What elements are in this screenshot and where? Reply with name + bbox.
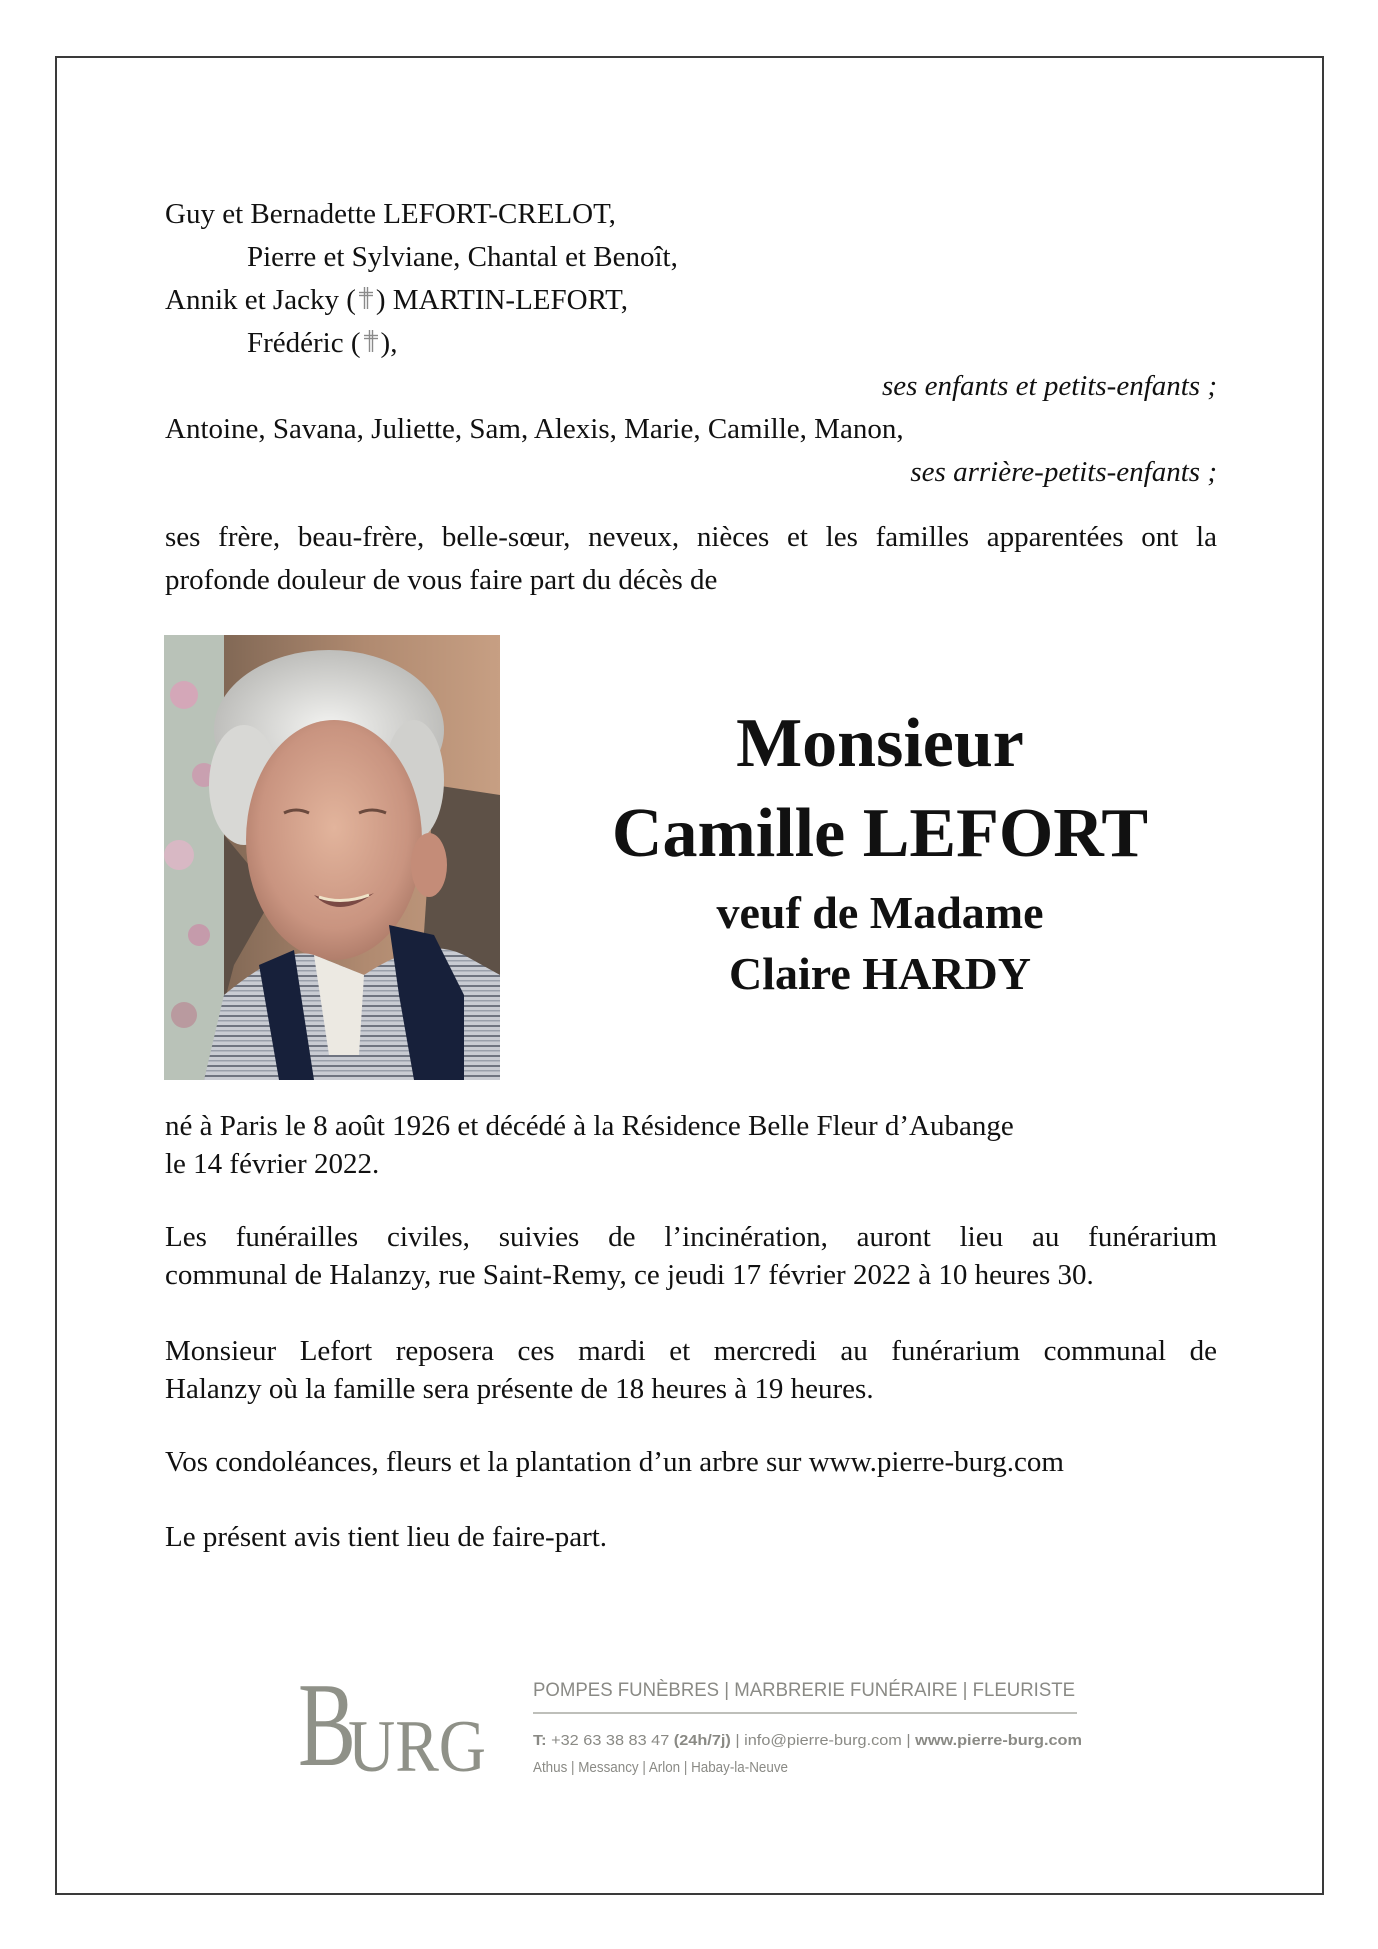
phone-label: T: (533, 1733, 546, 1749)
widow-of-label: veuf de Madame (716, 887, 1044, 938)
website-link[interactable]: www.pierre-burg.com (915, 1733, 1064, 1749)
deceased-title: Monsieur (736, 705, 1024, 782)
phone-hours: (24h/7j) (673, 1733, 725, 1749)
family-line: Guy et Bernadette LEFORT-CRELOT, (165, 198, 616, 230)
deceased-name: Camille LEFORT (611, 795, 1149, 872)
locations-line: Athus | Messancy | Arlon | Habay-la-Neuve (533, 1760, 788, 1776)
funeral-home-footer (290, 1665, 1090, 1795)
separator: | (730, 1733, 743, 1749)
services-line: POMPES FUNÈBRES | MARBRERIE FUNÉRAIRE | FLEURISTE (533, 1680, 1075, 1701)
spouse-name: Claire HARDY (729, 948, 1031, 999)
deceased-photo (164, 635, 500, 1080)
cross-icon (362, 329, 380, 353)
family-caption-children: ses enfants et petits-enfants ; (881, 370, 1217, 402)
grandchildren-list: Antoine, Savana, Juliette, Sam, Alexis, Marie, Camille, Manon, (165, 413, 904, 445)
birth-death-paragraph: né à Paris le 8 août 1926 et décédé à la Résidence Belle Fleur d’Aubange le 14 février 2022. (165, 1110, 1014, 1180)
announcement-paragraph: ses frère, beau-frère, belle-sœur, neveux, nièces et les familles apparentées ont la profonde douleur de vous faire part du décès de (165, 521, 1217, 596)
burg-logo (298, 1665, 486, 1791)
family-line: Annik et Jacky ( ) MARTIN-LEFORT, (165, 284, 628, 316)
contact-line (533, 1733, 1082, 1749)
logo-letters-urg: URG (348, 1706, 486, 1788)
logo-letter-b: B (298, 1665, 356, 1791)
condolences-paragraph: Vos condoléances, fleurs et la plantation d’un arbre sur www.pierre-burg.com (165, 1446, 1064, 1478)
family-list (165, 193, 1217, 494)
phone-number[interactable]: +32 63 38 83 47 (546, 1733, 660, 1749)
family-caption-great-grandchildren: ses arrière-petits-enfants ; (910, 456, 1217, 488)
separator: | (901, 1733, 914, 1749)
family-line: Frédéric ( ), (247, 327, 398, 359)
portrait-image (164, 635, 500, 1080)
funeral-paragraph: Les funérailles civiles, suivies de l’incinération, auront lieu au funérarium communal de Halanzy, rue Saint-Remy, ce jeudi 17 février 2022 à 10 heures 30. (165, 1221, 1217, 1291)
email-link[interactable]: info@pierre-burg.com (744, 1733, 885, 1749)
visitation-paragraph: Monsieur Lefort reposera ces mardi et mercredi au funérarium communal de Halanzy où la famille sera présente de 18 heures à 19 heures. (165, 1335, 1217, 1405)
cross-icon (357, 286, 375, 310)
notice-paragraph: Le présent avis tient lieu de faire-part. (165, 1521, 608, 1553)
family-line: Pierre et Sylviane, Chantal et Benoît, (247, 241, 678, 273)
